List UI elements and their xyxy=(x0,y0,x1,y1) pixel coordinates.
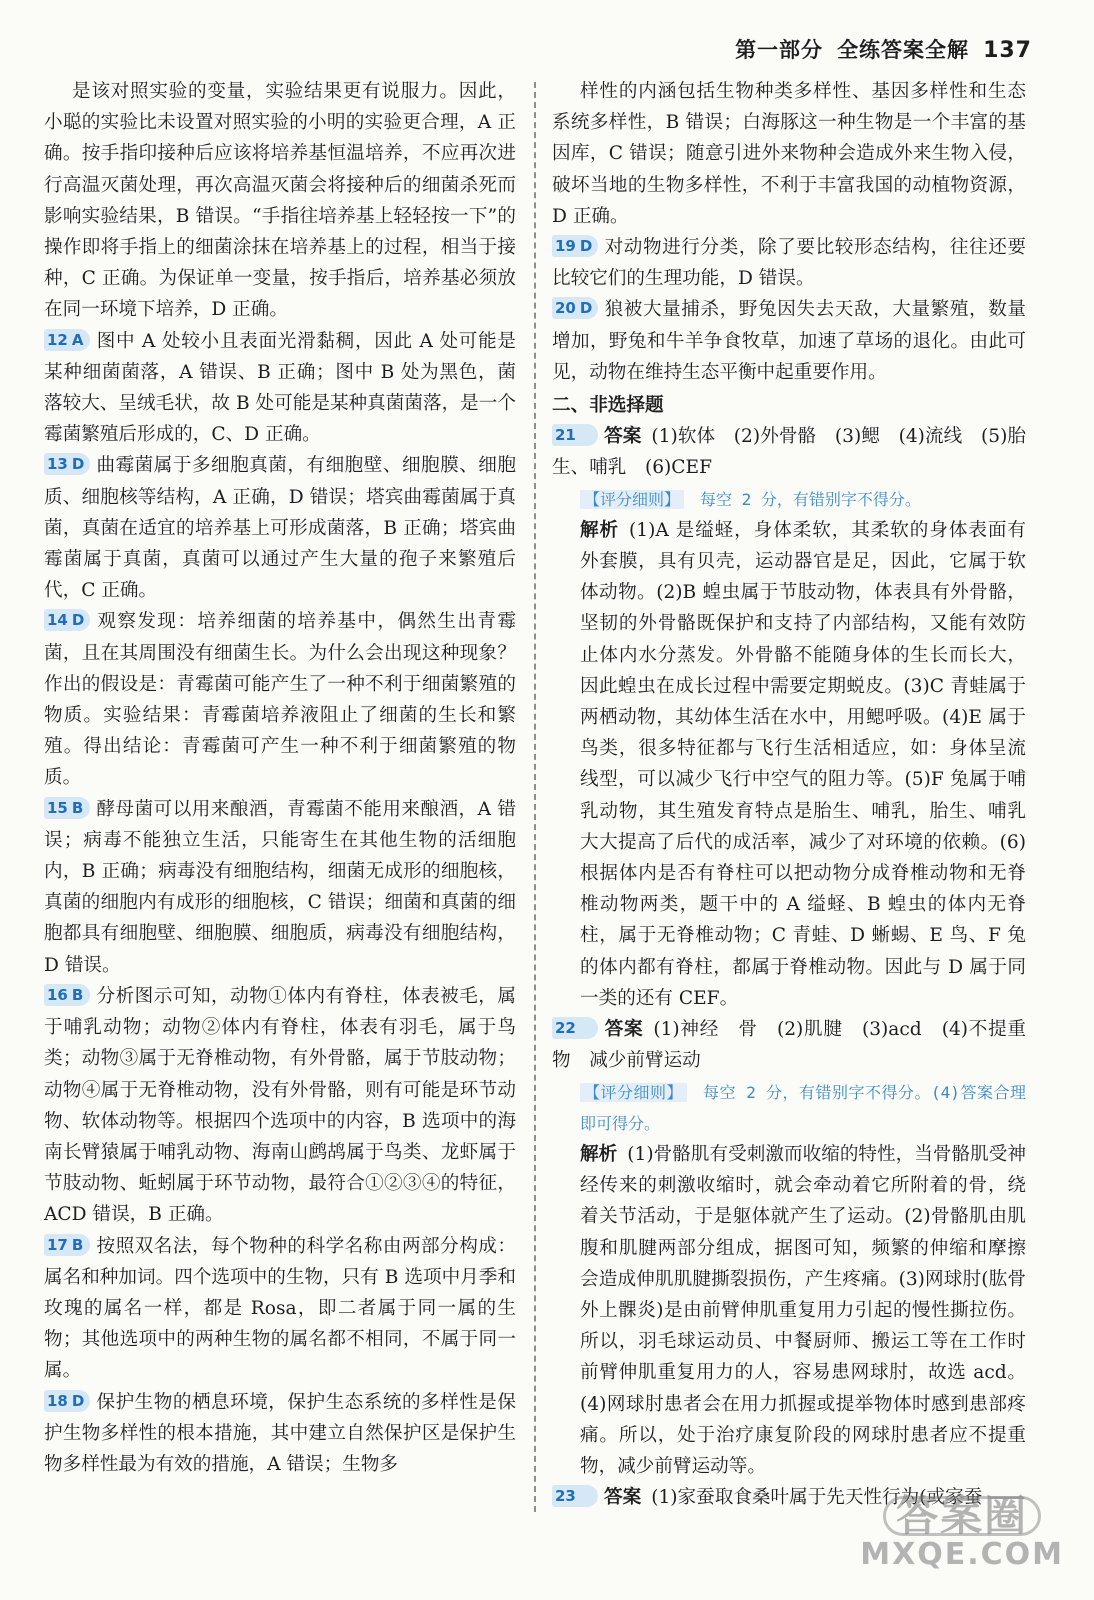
grading-text: 每空 2 分，有错别字不得分。(4)答案合理即可得分。 xyxy=(580,1082,1026,1133)
analysis-text: (1)A 是缢蛏，身体柔软，其柔软的身体表面有外套膜，具有贝壳，运动器官是足，因此，它属于软体动物。(2)B 蝗虫属于节肢动物，体表具有外骨骼，坚韧的外骨骼既保护和支持了内部结构，又能有效防止体内水分蒸发。外骨骼不能随身体的生长而长大，因此蝗虫在成长过程中需要定期蜕皮。(3)C 青蛙属于两栖动物，其幼体生活在水中，用鳃呼吸。(4)E 属于鸟类，很多特征都与飞行生活相适应，如：身体呈流线型，可以减少飞行中空气的阻力等。(5)F 兔属于哺乳动物，其生殖发育特点是胎生、哺乳，胎生、哺乳大大提高了后代的成活率，减少了对环境的依赖。(6)根据体内是否有脊柱可以把动物分成脊椎动物和无脊椎动物两类，题干中的 A 缢蛏、B 蝗虫的体内无脊柱，属于无脊椎动物；C 青蛙、D 蜥蜴、E 鸟、F 兔的体内都有脊柱，都属于脊椎动物。因此与 D 属于同一类的还有 CEF。 xyxy=(580,519,1026,1009)
question-number-badge: 22 xyxy=(552,1017,598,1039)
analysis-text: (1)骨骼肌有受刺激而收缩的特性，当骨骼肌受神经传来的刺激收缩时，就会牵动着它所附着的骨，绕着关节活动，于是躯体就产生了运动。(2)骨骼肌由肌腹和肌腱两部分组成，据图可知，频繁的伸缩和摩擦会造成伸肌肌腱撕裂损伤，产生疼痛。(3)网球肘(肱骨外上髁炎)是由前臂伸肌重复用力引起的慢性撕拉伤。所以，羽毛球运动员、中餐厨师、搬运工等在工作时前臂伸肌重复用力的人，容易患网球肘，故选 acd。(4)网球肘患者会在用力抓握或提举物体时感到患部疼痛。所以，处于治疗康复阶段的网球肘患者应不提重物，减少前臂运动等。 xyxy=(580,1143,1026,1477)
question-number-badge: 17 B xyxy=(44,1234,90,1256)
answer-item xyxy=(44,450,516,606)
answer-label: 答案 xyxy=(604,426,642,448)
answer-item xyxy=(44,1231,516,1387)
answer-explanation: 保护生物的栖息环境，保护生态系统的多样性是保护生物多样性的根本措施，其中建立自然保护区是保护生物多样性最为有效的措施，A 错误；生物多 xyxy=(44,1391,516,1475)
grading-label: 【评分细则】 xyxy=(580,1083,687,1102)
header-section: 第一部分 xyxy=(735,38,824,62)
question-number-badge: 21 xyxy=(552,424,598,446)
header-title: 全练答案全解 xyxy=(837,38,970,62)
question-number-badge: 12 A xyxy=(44,329,90,351)
answer-label: 答案 xyxy=(604,1019,644,1041)
question-number-badge: 15 B xyxy=(44,797,90,819)
answer-item xyxy=(44,326,516,451)
watermark xyxy=(860,1491,1064,1572)
column-divider xyxy=(534,82,536,1512)
answer-explanation: 酵母菌可以用来酿酒，青霉菌不能用来酿酒，A 错误；病毒不能独立生活，只能寄生在其他生物的活细胞内，B 正确；病毒没有细胞结构，细菌无成形的细胞核，真菌的细胞内有成形的细胞核，C 错误；细菌和真菌的细胞都具有细胞壁、细胞膜、细胞质，病毒没有细胞结构，D 错误。 xyxy=(44,798,516,976)
answer-text: (1)软体 (2)外骨骼 (3)鳃 (4)流线 (5)胎生、哺乳 (6)CEF xyxy=(552,426,1026,479)
answer-item xyxy=(44,794,516,981)
answer-list xyxy=(552,232,1026,388)
page-header xyxy=(735,34,1032,64)
analysis-label: 解析 xyxy=(580,519,620,541)
grading-text: 每空 2 分，有错别字不得分。 xyxy=(700,489,921,509)
page-number: 137 xyxy=(983,38,1032,63)
answer-item xyxy=(552,294,1026,388)
question-number-badge: 19 D xyxy=(552,235,598,257)
left-column xyxy=(44,76,516,1480)
continued-text: 样性的内涵包括生物种类多样性、基因多样性和生态系统多样性，B 错误；白海豚这一种生物是一个丰富的基因库，C 错误；随意引进外来物种会造成外来生物入侵，破坏当地的生物多样性，不利于丰富我国的动植物资源，D 正确。 xyxy=(552,81,1026,227)
question-number-badge: 16 B xyxy=(44,984,90,1006)
right-column xyxy=(552,76,1026,1513)
question-number-badge: 14 D xyxy=(44,609,90,631)
question-number-badge: 23 xyxy=(552,1485,598,1507)
analysis-label: 解析 xyxy=(580,1143,618,1165)
section-title: 二、非选择题 xyxy=(552,395,664,417)
answer-explanation: 曲霉菌属于多细胞真菌，有细胞壁、细胞膜、细胞质、细胞核等结构，A 正确，D 错误；塔宾曲霉菌属于真菌，真菌在适宜的培养基上可形成菌落，B 正确；塔宾曲霉菌属于真菌，真菌可以通过产生大量的孢子来繁殖后代，C 正确。 xyxy=(44,455,516,602)
answer-text: (1)家蚕取食桑叶属于先天性行为(或家蚕 xyxy=(651,1487,983,1509)
question-22 xyxy=(552,1014,1026,1482)
question-number-badge: 18 D xyxy=(44,1390,90,1412)
watermark-url: MXQE.COM xyxy=(860,1537,1064,1572)
watermark-logo: 答案圈 xyxy=(883,1496,1041,1536)
question-number-badge: 13 D xyxy=(44,453,90,475)
answer-item xyxy=(44,1387,516,1481)
answer-list xyxy=(44,326,516,1481)
answer-label: 答案 xyxy=(604,1487,642,1509)
question-21 xyxy=(552,421,1026,1014)
answer-explanation: 观察发现：培养细菌的培养基中，偶然生出青霉菌，且在其周围没有细菌生长。为什么会出现这种现象？作出的假设是：青霉菌可能产生了一种不利于细菌繁殖的物质。实验结果：青霉菌培养液阻止了细菌的生长和繁殖。得出结论：青霉菌可产生一种不利于细菌繁殖的物质。 xyxy=(44,611,516,789)
answer-explanation: 对动物进行分类，除了要比较形态结构，往往还要比较它们的生理功能，D 错误。 xyxy=(552,237,1026,290)
answer-text: (1)神经 骨 (2)肌腱 (3)acd (4)不提重物 减少前臂运动 xyxy=(552,1019,1026,1072)
question-number-badge: 20 D xyxy=(552,297,598,319)
answer-explanation: 按照双名法，每个物种的科学名称由两部分构成：属名和种加词。四个选项中的生物，只有 B 选项中月季和玫瑰的属名一样，都是 Rosa，即二者属于同一属的生物；其他选项中的两种生物的属名都不相同，不属于同一属。 xyxy=(44,1235,516,1382)
answer-item xyxy=(44,606,516,793)
answer-explanation: 分析图示可知，动物①体内有脊柱，体表被毛，属于哺乳动物；动物②体内有脊柱，体表有羽毛，属于鸟类；动物③属于无脊椎动物，有外骨骼，属于节肢动物；动物④属于无脊椎动物，没有外骨骼，则有可能是环节动物、软体动物等。根据四个选项中的内容，B 选项中的海南长臂猿属于哺乳动物、海南山鹧鸪属于鸟类、龙虾属于节肢动物、蚯蚓属于环节动物，最符合①②③④的特征，ACD 错误，B 正确。 xyxy=(44,985,516,1226)
answer-explanation: 图中 A 处较小且表面光滑黏稠，因此 A 处可能是某种细菌菌落，A 错误、B 正确；图中 B 处为黑色，菌落较大、呈绒毛状，故 B 处可能是某种真菌菌落，是一个霉菌繁殖后形成的，C、D 正确。 xyxy=(44,330,516,446)
answer-item xyxy=(44,981,516,1231)
grading-label: 【评分细则】 xyxy=(580,490,684,509)
continued-text: 是该对照实验的变量，实验结果更有说服力。因此，小聪的实验比未设置对照实验的小明的实验更合理，A 正确。按手指印接种后应该将培养基恒温培养，不应再次进行高温灭菌处理，再次高温灭菌会将接种后的细菌杀死而影响实验结果，B 错误。“手指往培养基上轻轻按一下”的操作即将手指上的细菌涂抹在培养基上的过程，相当于接种，C 正确。为保证单一变量，按手指后，培养基必须放在同一环境下培养，D 正确。 xyxy=(44,81,516,321)
answer-explanation: 狼被大量捕杀，野兔因失去天敌，大量繁殖，数量增加，野兔和牛羊争食牧草，加速了草场的退化。由此可见，动物在维持生态平衡中起重要作用。 xyxy=(552,299,1026,383)
answer-item xyxy=(552,232,1026,294)
